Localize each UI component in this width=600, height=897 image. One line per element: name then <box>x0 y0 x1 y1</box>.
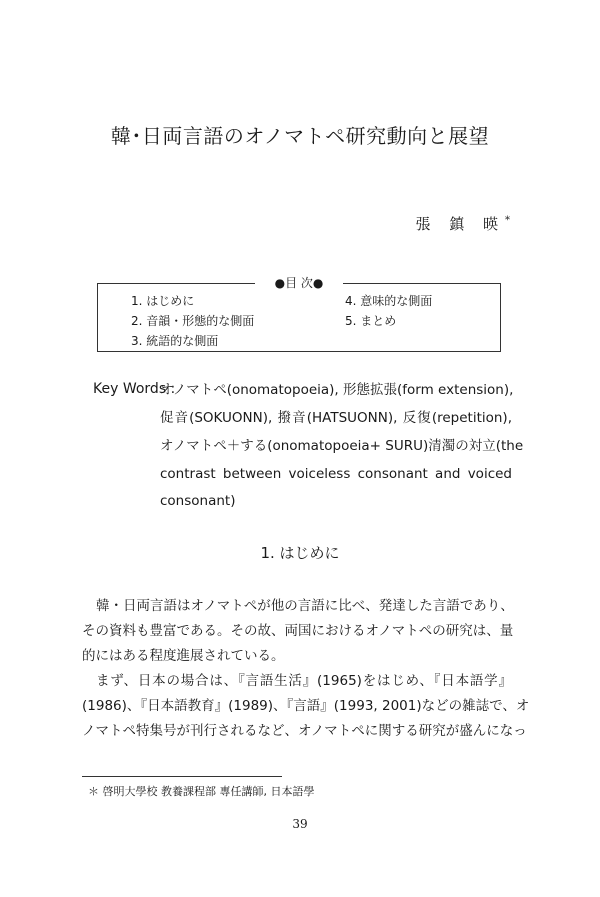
footnote-rule <box>82 776 282 777</box>
body-text-line: まず、日本の場合は、『言語生活』(1965)をはじめ、『日本語学』 <box>96 673 512 689</box>
toc-border-right <box>343 283 501 284</box>
toc-item: 4. 意味的な側面 <box>345 294 433 308</box>
body-text-line: 韓・日両言語はオノマトペが他の言語に比べ、発達した言語であり、 <box>96 598 514 614</box>
body-text-line: 的にはある程度進展されている。 <box>82 648 285 664</box>
author-footnote-mark: * <box>505 215 510 226</box>
toc-item: 1. はじめに <box>131 294 195 308</box>
keywords-line: consonant) <box>160 493 236 509</box>
keywords-line: オノマトペ(onomatopoeia), 形態拡張(form extension), <box>160 382 514 398</box>
author-name: 張 鎮 暎 <box>415 215 505 233</box>
toc-border-left <box>97 283 255 284</box>
keywords-line: 促音(SOKUONN), 撥音(HATSUONN), 反復(repetition), <box>160 410 512 426</box>
toc-title: ●目 次● <box>274 276 324 290</box>
body-text-line: (1986)、『日本語教育』(1989)、『言語』(1993, 2001)などの雑誌で、オ <box>82 698 530 714</box>
footnote: ＊ 啓明大學校 教養課程部 專任講師, 日本語學 <box>88 785 315 798</box>
author-line <box>380 213 510 234</box>
toc-item: 3. 統語的な側面 <box>131 334 219 348</box>
body-text-line: その資料も豊富である。その故、両国におけるオノマトペの研究は、量 <box>82 623 514 639</box>
body-text-line: ノマトペ特集号が刊行されるなど、オノマトペに関する研究が盛んになっ <box>82 723 527 739</box>
page-number: 39 <box>292 817 308 831</box>
toc-item: 2. 音韻・形態的な側面 <box>131 314 255 328</box>
section-heading: 1. はじめに <box>260 544 340 562</box>
keywords-line: contrast between voiceless consonant and voiced <box>160 466 512 482</box>
keywords-line: オノマトペ＋する(onomatopoeia+ SURU)清濁の対立(the <box>160 438 524 454</box>
keywords-label: Key Words : <box>93 381 176 397</box>
paper-title: 韓･日両言語のオノマトペ研究動向と展望 <box>110 124 490 148</box>
toc-item: 5. まとめ <box>345 314 397 328</box>
